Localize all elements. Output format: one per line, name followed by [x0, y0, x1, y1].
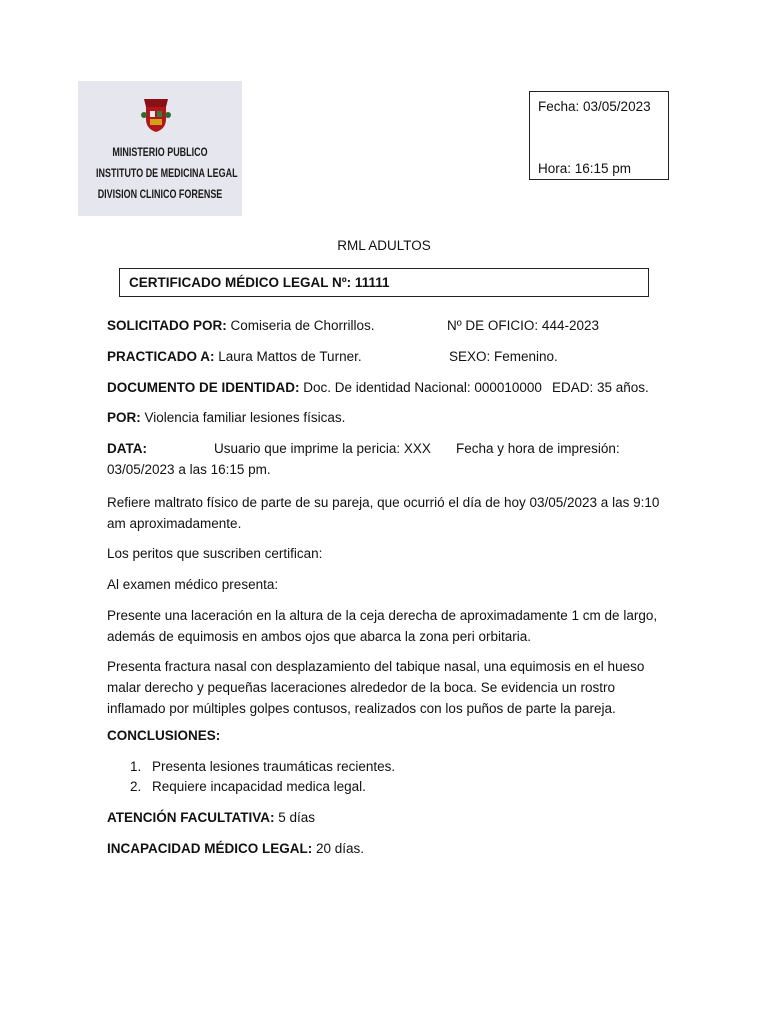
fecha-impresion-value: 03/05/2023 a las 16:15 pm.: [107, 462, 271, 477]
por-label: POR:: [107, 410, 141, 425]
documento-row: [107, 380, 542, 395]
documento-label: DOCUMENTO DE IDENTIDAD:: [107, 380, 300, 395]
incapacidad-value: 20 días.: [312, 841, 365, 856]
institution-logo: [78, 81, 242, 216]
practicado-row: [107, 349, 362, 364]
oficio-text: Nº DE OFICIO: 444-2023: [447, 318, 599, 333]
examen-paragraph: Al examen médico presenta:: [107, 577, 279, 592]
incapacidad-label: INCAPACIDAD MÉDICO LEGAL:: [107, 841, 313, 856]
refiere-paragraph: Refiere maltrato físico de parte de su pareja, que ocurrió el día de hoy 03/05/2023 a las 9:10 am aproximadamente.: [107, 495, 660, 531]
usuario-text: Usuario que imprime la pericia: XXX: [214, 441, 431, 456]
certificate-number-box: CERTIFICADO MÉDICO LEGAL Nº: 11111: [119, 268, 649, 297]
conclusiones-heading: [107, 728, 220, 743]
document-title: RML ADULTOS: [337, 238, 431, 253]
por-row: [107, 410, 345, 425]
data-row: [107, 441, 147, 456]
incapacidad-row: [107, 841, 364, 856]
practicado-value: Laura Mattos de Turner.: [214, 349, 362, 364]
fractura-paragraph: Presenta fractura nasal con desplazamiento del tabique nasal, una equimosis en el hueso malar derecho y pequeñas laceraciones alrededor de la boca. Se evidencia un rostro inflamado por múltiples golpes contusos, realizados con los puños de parte la pareja.: [107, 659, 645, 716]
fecha-text: Fecha: 03/05/2023: [538, 99, 651, 114]
logo-line-3: DIVISION CLINICO FORENSE: [97, 189, 223, 201]
fecha-impresion-text: Fecha y hora de impresión:: [456, 441, 620, 456]
logo-line-2: INSTITUTO DE MEDICINA LEGAL: [96, 168, 238, 180]
solicitado-value: Comiseria de Chorrillos.: [226, 318, 375, 333]
data-label: DATA:: [107, 441, 147, 456]
atencion-row: [107, 810, 315, 825]
laceracion-paragraph: Presente una laceración en la altura de la ceja derecha de aproximadamente 1 cm de largo, además de equimosis en ambos ojos que abarca la zona peri orbitaria.: [107, 608, 658, 644]
peritos-paragraph: Los peritos que suscriben certifican:: [107, 546, 323, 561]
edad-text: EDAD: 35 años.: [552, 380, 649, 395]
atencion-value: 5 días: [274, 810, 316, 825]
practicado-label: PRACTICADO A:: [107, 349, 215, 364]
list-item: Presenta lesiones traumáticas recientes.: [152, 759, 396, 774]
logo-text: [96, 143, 238, 206]
conclusiones-label: CONCLUSIONES:: [107, 728, 221, 743]
list-item-number: 1.: [130, 759, 142, 774]
list-item-number: 2.: [130, 779, 142, 794]
hora-text: Hora: 16:15 pm: [538, 161, 632, 176]
por-value: Violencia familiar lesiones físicas.: [140, 410, 346, 425]
coat-of-arms-icon: [140, 97, 172, 133]
list-item: Requiere incapacidad medica legal.: [152, 779, 366, 794]
logo-line-1: MINISTERIO PUBLICO: [112, 147, 208, 159]
atencion-label: ATENCIÓN FACULTATIVA:: [107, 810, 275, 825]
sexo-text: SEXO: Femenino.: [449, 349, 558, 364]
solicitado-label: SOLICITADO POR:: [107, 318, 227, 333]
solicitado-row: [107, 318, 375, 333]
documento-value: Doc. De identidad Nacional: 000010000: [299, 380, 542, 395]
date-time-box: [529, 91, 669, 180]
